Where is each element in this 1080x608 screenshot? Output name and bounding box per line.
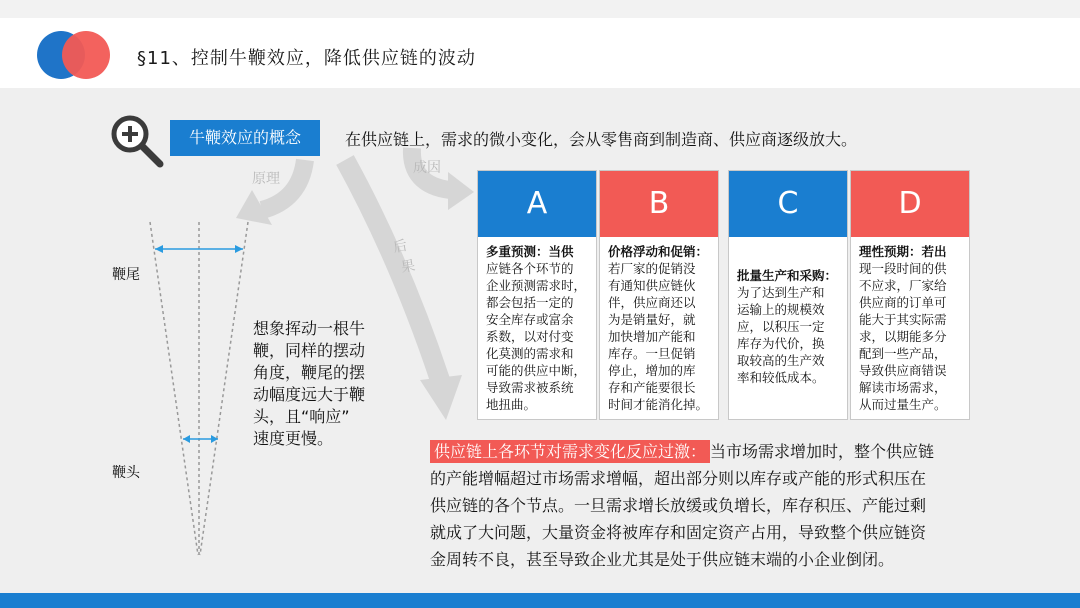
- card-line: 为是销量好，就: [608, 312, 696, 327]
- card-c: [728, 170, 848, 420]
- card-b-letter: B: [600, 171, 718, 237]
- whip-line: 动幅度远大于鞭: [253, 385, 366, 404]
- card-line: 导致需求被系统: [486, 380, 574, 395]
- card-line: 伴，供应商还以: [608, 295, 696, 310]
- magnifier-plus-icon: [108, 112, 166, 170]
- page-title: §11、控制牛鞭效应，降低供应链的波动: [137, 48, 476, 69]
- card-line: 价格浮动和促销：: [608, 244, 709, 259]
- card-line: 现一段时间的供: [859, 261, 947, 276]
- footer-bar: [0, 593, 1080, 608]
- card-line: 多重预测：当供: [486, 244, 574, 259]
- card-d-letter: D: [851, 171, 969, 237]
- card-line: 解读市场需求，: [859, 380, 947, 395]
- card-line: 加快增加产能和: [608, 329, 696, 344]
- card-line: 从而过量生产。: [859, 397, 947, 412]
- card-line: 有通知供应链伙: [608, 278, 696, 293]
- whip-line: 鞭，同样的摆动: [253, 341, 366, 360]
- cause-label: 成因: [413, 160, 441, 176]
- whip-right-line: [200, 222, 248, 555]
- bottom-paragraph: [430, 438, 1000, 573]
- card-line: 库存为代价，换: [737, 336, 825, 351]
- bottom-line: 金周转不良，甚至导致企业尤其是处于供应链末端的小企业倒闭。: [430, 550, 895, 569]
- card-line: 能大于其实际需: [859, 312, 947, 327]
- card-a-letter: A: [478, 171, 596, 237]
- card-line: 存和产能要很长: [608, 380, 696, 395]
- card-line: 理性预期：若出: [859, 244, 947, 259]
- card-line: 库存。一旦促销: [608, 346, 696, 361]
- consequence-arrow-head: [420, 375, 462, 420]
- whip-left-line: [150, 222, 198, 555]
- card-a: [477, 170, 597, 420]
- card-line: 应链各个环节的: [486, 261, 574, 276]
- card-line: 运输上的规模效: [737, 302, 825, 317]
- card-a-body: [478, 237, 596, 419]
- card-line: 取较高的生产效: [737, 353, 825, 368]
- bottom-line: 就成了大问题，大量资金将被库存和固定资产占用，导致整个供应链资: [430, 523, 927, 542]
- bottom-line: 的产能增幅超过市场需求增幅，超出部分则以库存或产能的形式积压在: [430, 469, 927, 488]
- whip-line: 想象挥动一根牛: [253, 319, 366, 338]
- concept-label: 牛鞭效应的概念: [170, 120, 320, 156]
- card-line: 求，以期能多分: [859, 329, 947, 344]
- card-line: 率和较低成本。: [737, 370, 825, 385]
- whip-head-label: 鞭头: [112, 465, 140, 481]
- card-line: 供应商的订单可: [859, 295, 947, 310]
- card-line: 系数，以对付变: [486, 329, 574, 344]
- whip-line: 角度，鞭尾的摆: [253, 363, 366, 382]
- card-c-letter: C: [729, 171, 847, 237]
- card-line: 地扭曲。: [486, 397, 537, 412]
- card-line: 应，以积压一定: [737, 319, 825, 334]
- bottom-line-1: [430, 438, 1000, 465]
- whip-line: 速度更慢。: [253, 429, 334, 448]
- bottom-line-1-rest: 当市场需求增加时，整个供应链: [710, 442, 935, 461]
- whip-line: 头，且“响应”: [253, 407, 350, 426]
- card-c-body: [729, 237, 847, 392]
- consequence-label-2: 果: [399, 257, 417, 277]
- card-line: 安全库存或富余: [486, 312, 574, 327]
- card-line: 可能的供应中断，: [486, 363, 587, 378]
- card-b-body: [600, 237, 718, 419]
- whip-tail-label: 鞭尾: [112, 267, 140, 283]
- principle-label: 原理: [252, 171, 280, 187]
- cause-arrow-head: [448, 172, 474, 210]
- card-b: [599, 170, 719, 420]
- card-line: 若厂家的促销没: [608, 261, 696, 276]
- bottom-line: 供应链的各个节点。一旦需求增长放缓或负增长，库存积压、产能过剩: [430, 496, 927, 515]
- card-line: 停止，增加的库: [608, 363, 696, 378]
- concept-text: 在供应链上，需求的微小变化，会从零售商到制造商、供应商逐级放大。: [345, 130, 858, 149]
- card-d-body: [851, 237, 969, 419]
- card-line: 配到一些产品，: [859, 346, 947, 361]
- highlight-text: 供应链上各环节对需求变化反应过激：: [430, 440, 710, 463]
- consequence-label-1: 后: [391, 237, 409, 257]
- card-line: 都会包括一定的: [486, 295, 574, 310]
- card-line: 时间才能消化掉。: [608, 397, 709, 412]
- card-line: 导致供应商错误: [859, 363, 947, 378]
- card-line: 企业预测需求时，: [486, 278, 587, 293]
- whip-description: [253, 318, 388, 450]
- card-line: 批量生产和采购：: [737, 268, 838, 283]
- card-d: [850, 170, 970, 420]
- card-line: 为了达到生产和: [737, 285, 825, 300]
- card-line: 不应求，厂家给: [859, 278, 947, 293]
- card-line: 化莫测的需求和: [486, 346, 574, 361]
